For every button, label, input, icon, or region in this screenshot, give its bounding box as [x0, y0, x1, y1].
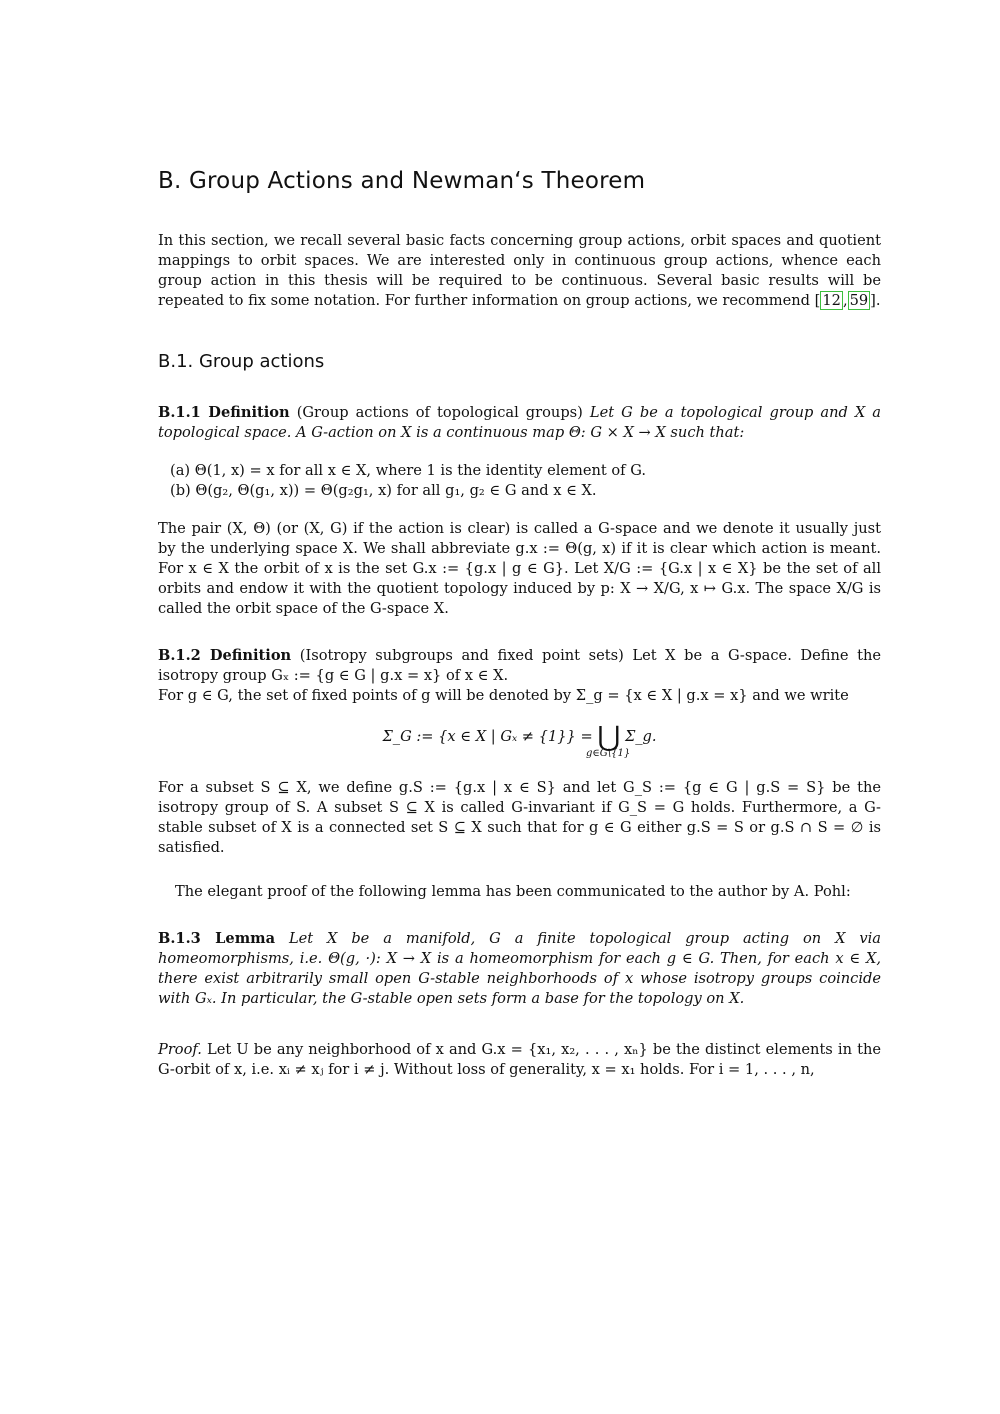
- proof-block: [158, 1040, 881, 1080]
- definition-text: Let G be a topological group and X a topological space. A G-action on X is a continuous map Θ: G × X → X such that:: [158, 404, 881, 441]
- definition-heading: (Group actions of topological groups): [296, 404, 583, 421]
- lemma-text: Let X be a manifold, G a finite topological group acting on X via homeomorphisms, i.e. Θ(g, ·): X → X is a homeomorphism for each g ∈ G. Then, for each x ∈ X, there exist arbitrarily small open G-stable neighborhoods of x whose isotropy groups coincide with Gₓ. In particular, the G-stable open sets form a base for the topology on X.: [158, 930, 881, 1007]
- section-title: B.1. Group actions: [158, 351, 325, 372]
- equation-subscript: g∈G\{1}: [586, 748, 631, 759]
- lemma-block: [158, 929, 881, 1009]
- intro-end: .: [875, 292, 881, 309]
- definition-paragraph: [158, 519, 881, 619]
- intro-paragraph: In this section, we recall several basic facts concerning group actions, orbit spaces and quotient mappings to orbit spaces. We are interested only in continuous group actions, whence each group action in this thesis will be required to be continuous. Several basic results will be repeated to fix some notation. For further information on group actions, we recommend [ 12 , 59 ].: [158, 232, 881, 309]
- definition-block: [158, 646, 881, 706]
- definition-text: Let X be a G-space. Define the isotropy group Gₓ := {g ∈ G | g.x = x} of x ∈ X.: [158, 647, 882, 684]
- remark-text: The elegant proof of the following lemma has been communicated to the author by A. Pohl:: [175, 883, 851, 900]
- definition-heading: (Isotropy subgroups and fixed point sets): [299, 647, 624, 664]
- definition-item-b: (b) Θ(g₂, Θ(g₁, x)) = Θ(g₂g₁, x) for all g₁, g₂ ∈ G and x ∈ X.: [170, 482, 597, 499]
- equation-lhs: Σ_G := {x ∈ X | Gₓ ≠ {1}} =: [382, 728, 593, 745]
- equation-rhs: Σ_g.: [624, 728, 657, 745]
- chapter-title: B. Group Actions and Newman‘s Theorem: [158, 168, 646, 194]
- citation-link[interactable]: 12: [822, 292, 841, 309]
- proof-text: Let U be any neighborhood of x and G.x = {x₁, x₂, . . . , xₙ} be the distinct elements in the G-orbit of x, i.e. xᵢ ≠ xⱼ for i ≠ j. Without loss of generality, x = x₁ holds. For i = 1, . . . , n,: [158, 1041, 881, 1078]
- display-equation: [158, 716, 881, 766]
- definition-paragraph: [158, 778, 881, 858]
- definition-label: B.1.1 Definition: [158, 404, 290, 421]
- definition-text-2: For g ∈ G, the set of fixed points of g will be denoted by Σ_g = {x ∈ X | g.x = x} and we write: [158, 687, 849, 704]
- definition-label: B.1.2 Definition: [158, 647, 292, 664]
- definition-after-text: For a subset S ⊆ X, we define g.S := {g.x | x ∈ S} and let G_S := {g ∈ G | g.S = S} be the isotropy group of S. A subset S ⊆ X is called G-invariant if G_S = G holds. Furthermore, a G-stable subset of X is a connected set S ⊆ X such that for g ∈ G either g.S = S or g.S ∩ S = ∅ is satisfied.: [158, 779, 881, 856]
- definition-items: [158, 461, 881, 501]
- intro-text: In this section, we recall several basic facts concerning group actions, orbit spaces and quotient mappings to orbit spaces. We are interested only in continuous group actions, whence each group action in this thesis will be required to be continuous. Several basic results will be repeated to fix some notation. For further information on group actions, we recommend: [158, 232, 881, 309]
- remark-paragraph: [158, 882, 881, 902]
- citation-link[interactable]: 59: [849, 292, 869, 309]
- proof-label: Proof.: [158, 1041, 202, 1058]
- definition-after-text: The pair (X, Θ) (or (X, G) if the action is clear) is called a G-space and we denote it usually just by the underlying space X. We shall abbreviate g.x := Θ(g, x) if it is clear which action is meant. For x ∈ X the orbit of x is the set G.x := {g.x | g ∈ G}. Let X/G := {G.x | x ∈ X} be the set of all orbits and endow it with the quotient topology induced by p: X → X/G, x ↦ G.x. The space X/G is called the orbit space of the G-space X.: [158, 520, 881, 617]
- bigcup-symbol: ⋃: [597, 720, 621, 753]
- lemma-label: B.1.3 Lemma: [158, 930, 276, 947]
- definition-item-a: (a) Θ(1, x) = x for all x ∈ X, where 1 is the identity element of G.: [170, 462, 646, 479]
- definition-block: [158, 403, 881, 443]
